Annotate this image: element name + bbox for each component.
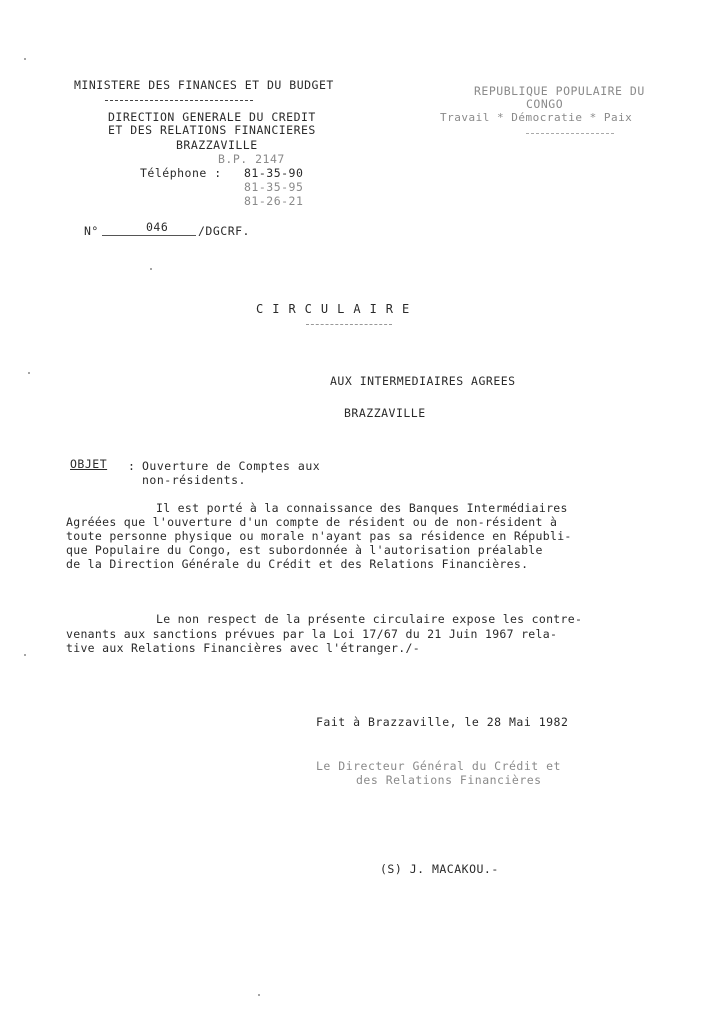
phone-label: Téléphone : (140, 166, 222, 180)
recipient-line-2: BRAZZAVILLE (344, 406, 426, 420)
reference-prefix: N° (84, 224, 99, 238)
direction-line-2: ET DES RELATIONS FINANCIERES (108, 123, 316, 137)
phone-number-1: 81-35-90 (244, 166, 304, 180)
body-para1-line-4: que Populaire du Congo, est subordonnée à l'autorisation préalable (66, 543, 543, 557)
scan-speck (24, 58, 26, 60)
republic-line-2: CONGO (526, 97, 564, 111)
reference-underline (102, 235, 196, 236)
ministry-name: MINISTERE DES FINANCES ET DU BUDGET (74, 78, 334, 92)
body-para2-line-1: Le non respect de la présente circulaire expose les contre- (156, 612, 583, 626)
republic-line-1: REPUBLIQUE POPULAIRE DU (474, 84, 645, 98)
subject-label: OBJET (70, 457, 108, 471)
body-para2-line-2: venants aux sanctions prévues par la Loi 17/67 du 21 Juin 1967 rela- (66, 627, 558, 641)
subject-separator: : (128, 459, 136, 473)
phone-number-2: 81-35-95 (244, 180, 304, 194)
scan-speck (150, 268, 152, 270)
scan-speck (258, 994, 260, 996)
body-para1-line-2: Agréées que l'ouverture d'un compte de résident ou de non-résident à (66, 515, 558, 529)
signature: (S) J. MACAKOU.- (380, 862, 499, 876)
phone-number-3: 81-26-21 (244, 194, 304, 208)
subject-line-2: non-résidents. (142, 473, 246, 487)
body-para1-line-1: Il est porté à la connaissance des Banques Intermédiaires (156, 501, 568, 515)
title-underline (306, 324, 392, 325)
body-para1-line-3: toute personne physique ou morale n'ayant pas sa résidence en Républi- (66, 529, 572, 543)
signatory-title-line-2: des Relations Financières (356, 773, 542, 787)
recipient-line-1: AUX INTERMEDIAIRES AGREES (330, 374, 516, 388)
city: BRAZZAVILLE (176, 138, 258, 152)
motto: Travail * Démocratie * Paix (440, 111, 633, 124)
ministry-underline (105, 100, 253, 101)
direction-line-1: DIRECTION GENERALE DU CREDIT (108, 110, 316, 124)
place-and-date: Fait à Brazzaville, le 28 Mai 1982 (316, 715, 569, 729)
body-para2-line-3: tive aux Relations Financières avec l'étranger./- (66, 641, 420, 655)
po-box: B.P. 2147 (218, 152, 285, 166)
scan-speck (24, 654, 26, 656)
motto-underline (526, 133, 614, 134)
subject-line-1: Ouverture de Comptes aux (142, 459, 321, 473)
reference-number: 046 (146, 220, 169, 234)
document-type-title: CIRCULAIRE (256, 302, 419, 316)
signatory-title-line-1: Le Directeur Général du Crédit et (316, 759, 561, 773)
scan-speck (28, 372, 30, 374)
reference-suffix: /DGCRF. (198, 224, 250, 238)
body-para1-line-5: de la Direction Générale du Crédit et des Relations Financières. (66, 557, 529, 571)
